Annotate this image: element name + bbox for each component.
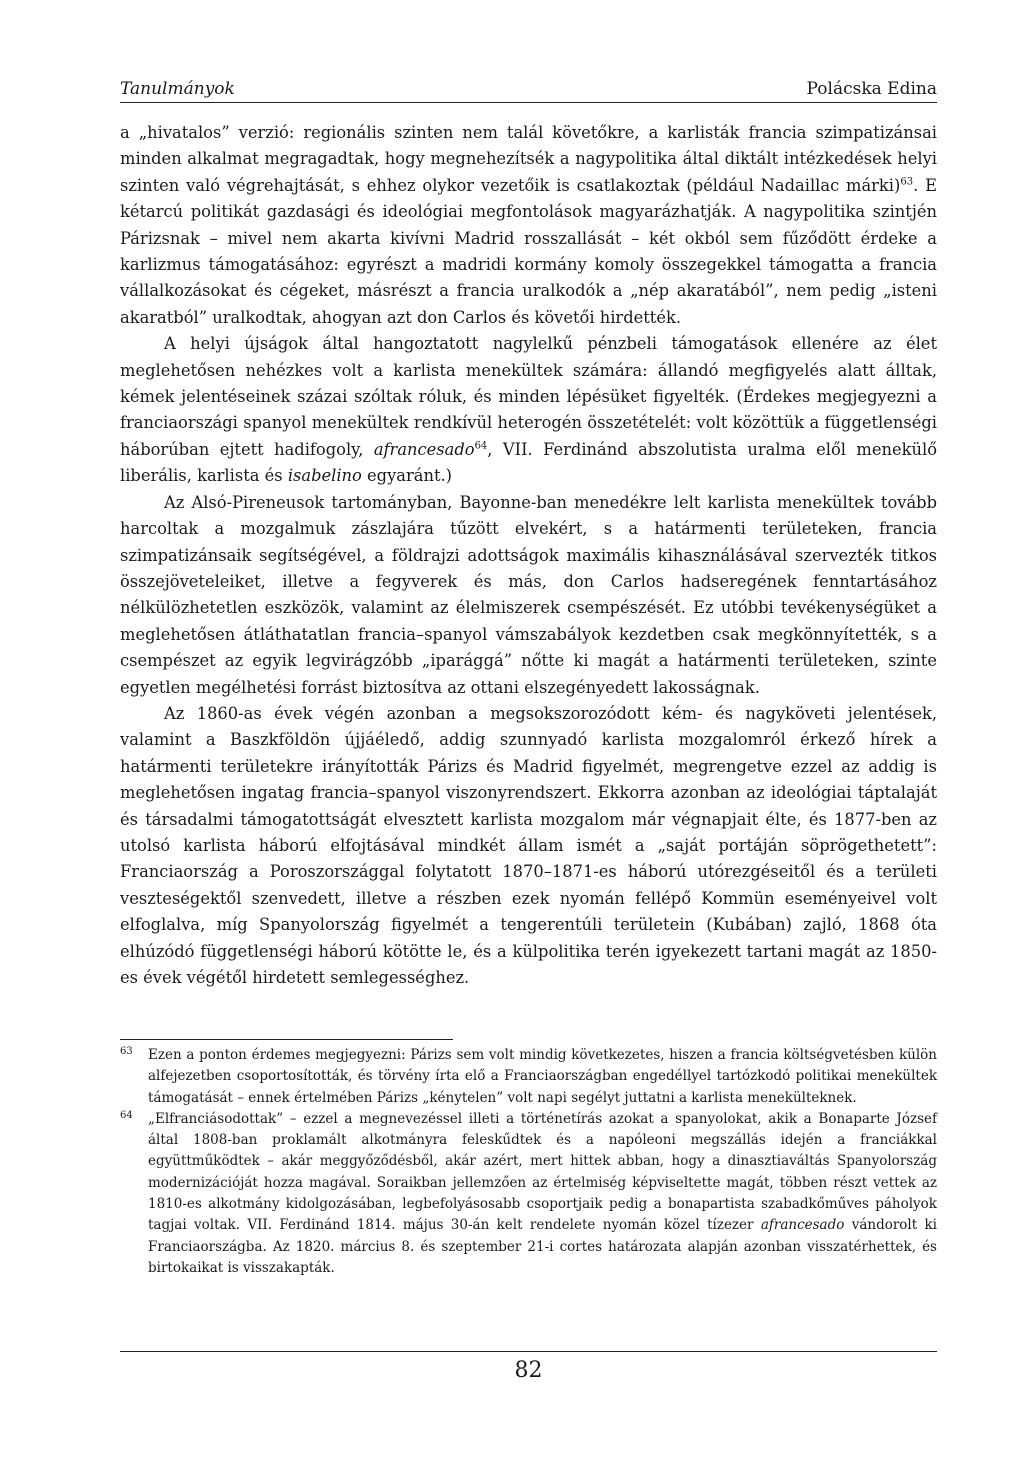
footnote-number: 64 <box>120 1109 133 1121</box>
paragraph-2 <box>120 331 937 489</box>
footnote-text-b: vándorolt ki Franciaországba. Az 1820. március 8. és szeptember 21-i cortes határozata alapján azonban visszatérhettek, és birtokaikat is visszakapták. <box>148 1217 938 1276</box>
paragraph-4: Az 1860-as évek végén azonban a megsokszorozódott kém- és nagyköveti jelentések, valamint a Baszkföldön újjáéledő, addig szunnyadó karlista mozgalomról érkező hírek a határmenti területekre irányították Párizs és Madrid figyelmét, megrengetve ezzel az addig is meglehetősen ingatag francia–spanyol viszonyrendszert. Ekkorra azonban az ideológiai táptalaját és társadalmi támogatottságát elvesztett karlista mozgalom már végnapjait élte, és 1877-ben az utolsó karlista háború elfojtásával mindkét állam ismét a „saját portáján söprögethetett”: Franciaország a Poroszországgal folytatott 1870–1871-es háború utórezgéseitől és a területi veszteségektől szenvedett, illetve a részben ezek nyomán fellépő Kommün eseményeivel volt elfoglalva, míg Spanyolország figyelmét a tengerentúli területein (Kubában) zajló, 1868 óta elhúzódó függetlenségi háború kötötte le, és a külpolitika terén igyekezett tartani magát az 1850-es évek végétől hirdetett semlegességhez. <box>120 703 937 987</box>
footnote-63 <box>120 1045 937 1109</box>
page-number: 82 <box>514 1358 543 1383</box>
footnote-number: 63 <box>120 1046 133 1057</box>
paragraph-2-italic-b: isabelino <box>287 466 362 486</box>
paragraph-2-text-c: egyaránt.) <box>361 466 453 486</box>
footnote-ref-64: 64 <box>474 440 488 452</box>
footnotes <box>120 1045 937 1279</box>
footnote-divider <box>120 1039 453 1040</box>
main-text <box>120 120 937 991</box>
paragraph-2-text-b: , VII. Ferdinánd abszolutista uralma elől menekülő liberális, karlista és <box>120 439 937 486</box>
section-title: Tanulmányok <box>120 79 235 99</box>
bottom-divider <box>120 1351 937 1352</box>
footnote-ref-63: 63 <box>900 176 914 188</box>
footnote-text: Ezen a ponton érdemes megjegyezni: Párizs sem volt mindig következetes, hiszen a francia költségvetésben külön alfejezetben csoportosították, és törvény írta elő a Franciaországban engedéllyel tartózkodó politikai menekültek támogatását – ennek értelmében Párizs „kénytelen” volt napi segélyt juttatni a karlista menekülteknek. <box>148 1047 937 1106</box>
footnote-64 <box>120 1109 937 1279</box>
paragraph-1-text-b: . E kétarcú politikát gazdasági és ideológiai megfontolások magyarázhatják. A nagypolitika szintjén Párizsnak – mivel nem akarta kivívni Madrid rosszallását – két okból sem fűződött érdeke a karlizmus támogatásához: egyrészt a madridi kormány komoly összegekkel támogatta a francia vállalkozásokat és cégeket, másrészt a francia uralkodók a „nép akaratából”, nem pedig „isteni akaratból” uralkodtak, ahogyan azt don Carlos és követői hirdették. <box>120 175 937 327</box>
paragraph-2-italic-a: afrancesado <box>373 439 475 459</box>
paragraph-1-text-a: a „hivatalos” verzió: regionális szinten nem talál követőkre, a karlisták francia szimpatizánsai minden alkalmat megragadtak, hogy megnehezítsék a nagypolitika által diktált intézkedések helyi szinten való végrehajtását, s ehhez olykor vezetőik is csatlakoztak (például Nadaillac márki) <box>120 123 937 195</box>
author-name: Polácska Edina <box>806 79 937 99</box>
paragraph-2-text-a: A helyi újságok által hangoztatott nagylelkű pénzbeli támogatások ellenére az élet meglehetősen nehézkes volt a karlista menekültek számára: állandó megfigyelés alatt álltak, kémek jelentéseinek százai szóltak róluk, és minden lépésüket figyelték. (Érdekes megjegyezni a franciaországi spanyol menekültek rendkívül heterogén összetételét: volt közöttük a függetlenségi háborúban ejtett hadifogoly, <box>120 334 937 459</box>
footnote-text-a: „Elfranciásodottak” – ezzel a megnevezéssel illeti a történetírás azokat a spanyolokat, akik a Bonaparte József által 1808-ban proklamált alkotmányra feleskűdtek és a napóleoni megszállás idején a franciákkal együttműködtek – akár meggyőződésből, akár azért, mert hittek abban, hogy a dinasztiaváltás Spanyolország modernizációját hozza magával. Soraikban jellemzően az értelmiség képviseltette magát, többen részt vettek az 1810-es alkotmány kidolgozásában, legbefolyásosabb csoportjaik pedig a bonapartista szabadkőműves páholyok tagjai voltak. VII. Ferdinánd 1814. május 30-án kelt rendelete nyomán közel tízezer <box>148 1110 937 1234</box>
footnote-italic: afrancesado <box>760 1217 845 1234</box>
running-header <box>120 79 937 103</box>
paragraph-1 <box>120 120 937 331</box>
paragraph-3: Az Alsó-Pireneusok tartományban, Bayonne-ban menedékre lelt karlista menekültek tovább harcoltak a mozgalmuk zászlajára tűzött elvekért, s a határmenti területeken, francia szimpatizánsaik segítségével, a földrajzi adottságok maximális kihasználásával szervezték titkos összejöveteleiket, illetve a fegyverek és más, don Carlos hadseregének fenntartásához nélkülözhetetlen eszközök, valamint az élelmiszerek csempészését. Ez utóbbi tevékenységüket a meglehetősen átláthatatlan francia–spanyol vámszabályok kezdetben csak megkönnyítették, s a csempészet az egyik legvirágzóbb „iparággá” nőtte ki magát a határmenti területeken, szinte egyetlen megélhetési forrást biztosítva az ottani elszegényedett lakosságnak. <box>120 492 937 697</box>
